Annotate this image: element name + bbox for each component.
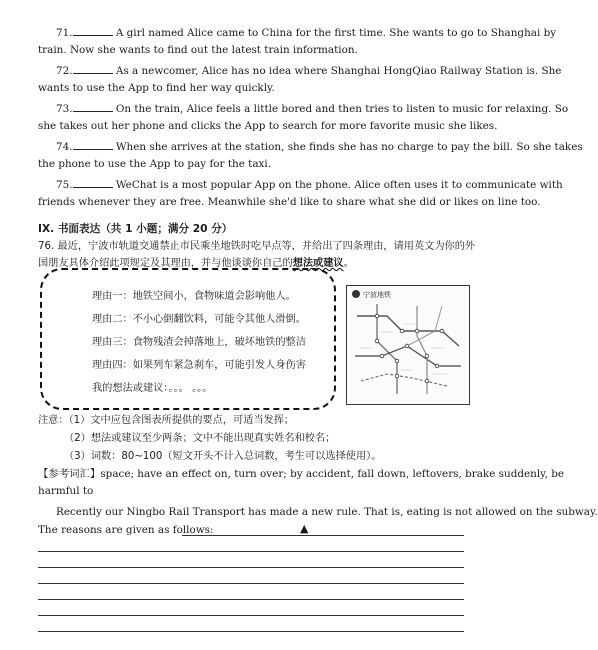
metro-logo-icon (352, 290, 360, 298)
reason-1: 理由一：地铁空间小，食物味道会影响他人。 (92, 291, 296, 302)
answer-blank[interactable] (73, 177, 113, 188)
subway-line (377, 304, 397, 394)
item-text: As a newcomer, Alice has no idea where Shanghai HongQiao Railway Station is. She (115, 65, 562, 77)
essay-opening-line: Recently our Ningbo Rail Transport has made a new rule. That is, eating is not allowed on the subway. (56, 506, 598, 518)
answer-line[interactable] (38, 615, 464, 616)
answer-blank[interactable] (73, 25, 113, 36)
item-74-cont: the phone to use the App to pay for the taxi. (38, 158, 272, 170)
answer-line[interactable] (182, 535, 464, 536)
section-heading: IX. 书面表达（共 1 小题；满分 20 分） (38, 223, 233, 235)
item-text: On the train, Alice feels a little bored and then tries to listen to music for relaxing. So (115, 103, 569, 115)
triangle-marker-icon: ▲ (300, 522, 309, 535)
answer-blank[interactable] (73, 101, 113, 112)
item-74 (56, 139, 583, 154)
my-suggestion: 我的想法或建议：。。。 。。。 (92, 383, 213, 394)
item-73 (56, 101, 568, 116)
subway-line (407, 306, 442, 346)
item-text: When she arrives at the station, she finds she has no charge to pay the bill. So she takes (115, 141, 583, 153)
note-3: （3）词数：80~100（短文开头不计入总词数，考生可以选择使用）。 (64, 451, 382, 462)
vocab-line-2: harmful to (38, 485, 94, 497)
item-text: WeChat is a most popular App on the phone. Alice often uses it to communicate with (115, 179, 563, 191)
item-73-cont: she takes out her phone and clicks the App to search for more favorite music she likes. (38, 120, 498, 132)
answer-line[interactable] (38, 631, 464, 632)
essay-opening-line-2: The reasons are given as follows: (38, 524, 214, 536)
map-title: 宁波地铁 (363, 291, 391, 299)
answer-line[interactable] (38, 599, 464, 600)
station-markers (375, 314, 444, 383)
vocab-line-1: 【参考词汇】space; have an effect on, turn over; by accident, fall down, leftovers, brake suddenly, be (38, 468, 565, 480)
reason-3: 理由三：食物残渣会掉落地上，破坏地铁的整洁 (92, 337, 306, 348)
question-76-line1: 76. 最近，宁波市轨道交通禁止市民乘坐地铁时吃早点等，并给出了四条理由，请用英文为你的外 (38, 241, 476, 252)
item-75-cont: friends whenever they are free. Meanwhile she'd like to share what she did or likes on line too. (38, 196, 541, 208)
answer-line[interactable] (38, 551, 464, 552)
reason-2: 理由二：不小心倒翻饮料，可能令其他人滑倒。 (92, 314, 306, 325)
item-72-cont: wants to use the App to find her way quickly. (38, 82, 275, 94)
item-75 (56, 177, 563, 192)
item-71 (56, 25, 556, 40)
item-text: A girl named Alice came to China for the first time. She wants to go to Shanghai by (115, 27, 557, 39)
note-1: 注意：（1）文中应包含图表所提供的要点，可适当发挥； (38, 415, 295, 426)
answer-blank[interactable] (73, 63, 113, 74)
subway-line (355, 346, 461, 366)
answer-line[interactable] (38, 583, 464, 584)
item-number: 74. (56, 141, 73, 153)
item-number: 71. (56, 27, 73, 39)
question-text-end: 。 (343, 258, 354, 269)
note-2: （2）想法或建议至少两条；文中不能出现真实姓名和校名； (64, 433, 336, 444)
reason-4: 理由四：如果列车紧急刹车，可能引发人身伤害 (92, 360, 306, 371)
subway-line (361, 374, 447, 386)
item-number: 73. (56, 103, 73, 115)
emphasis-text: 想法或建议 (292, 258, 344, 269)
item-71-cont: train. Now she wants to find out the latest train information. (38, 44, 358, 56)
answer-line[interactable] (38, 567, 464, 568)
question-text: 国朋友具体介绍此项规定及其理由，并与他谈谈你自己的 (38, 258, 293, 269)
answer-blank[interactable] (73, 139, 113, 150)
item-72 (56, 63, 561, 78)
item-number: 72. (56, 65, 73, 77)
item-number: 75. (56, 179, 73, 191)
subway-map (346, 285, 470, 405)
subway-map-drawing (347, 286, 469, 404)
